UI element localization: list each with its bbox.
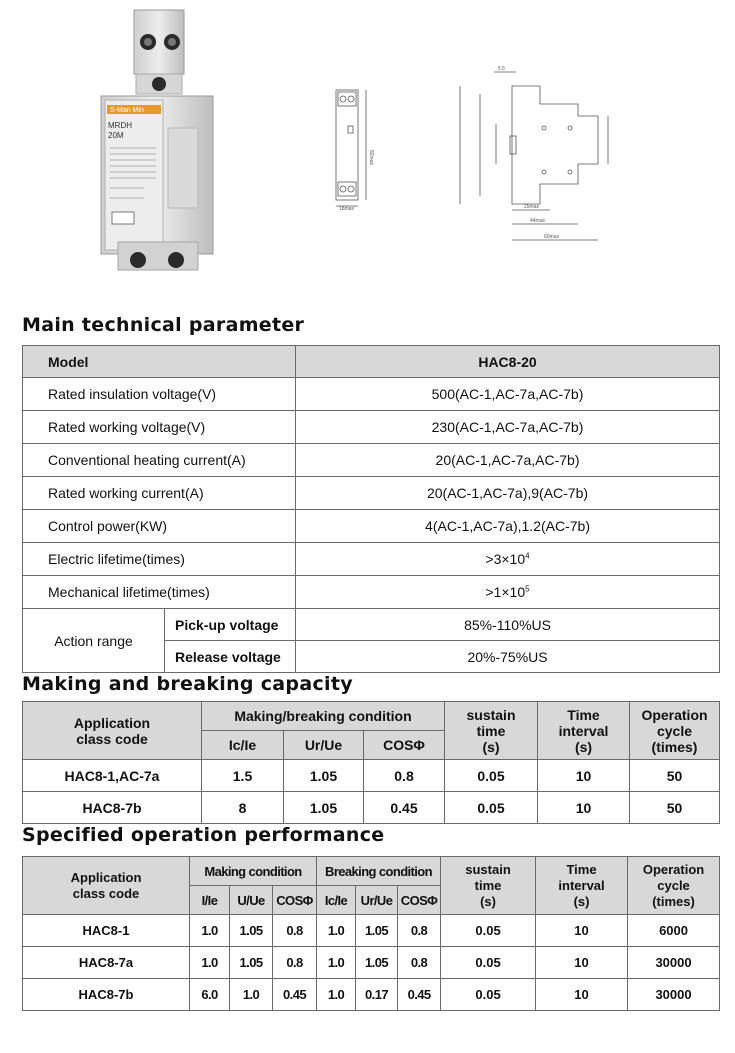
pickup-voltage-value: 85%-110%US — [296, 609, 720, 641]
row-label: Conventional heating current(A) — [23, 444, 296, 477]
cell: 50 — [630, 760, 720, 792]
table-header-row — [23, 346, 720, 378]
cell: 6000 — [628, 915, 720, 947]
table-row — [23, 543, 720, 576]
table-row — [23, 510, 720, 543]
cell: 1.05 — [230, 947, 273, 979]
row-value: 500(AC-1,AC-7a,AC-7b) — [296, 378, 720, 411]
cell: 1.05 — [284, 760, 364, 792]
header-time-interval: Time interval (s) — [536, 857, 628, 915]
header-operation-cycle: Operation cycle (times) — [628, 857, 720, 915]
cell: 0.45 — [364, 792, 445, 824]
table-row — [23, 378, 720, 411]
header-ic-ie: Ic/Ie — [202, 731, 284, 760]
pickup-voltage-label: Pick-up voltage — [165, 609, 296, 641]
table-row — [23, 411, 720, 444]
cell: 0.8 — [273, 915, 317, 947]
header-model-label: Model — [23, 346, 296, 378]
contactor-product-photo — [96, 8, 216, 274]
table-row — [23, 947, 720, 979]
cell: HAC8-7a — [23, 947, 190, 979]
row-label: Rated working voltage(V) — [23, 411, 296, 444]
brand-label: S-Man Min — [110, 107, 144, 114]
cell: 0.17 — [356, 979, 398, 1011]
row-value: 230(AC-1,AC-7a,AC-7b) — [296, 411, 720, 444]
electric-lifetime-value: $>3\times 10^4$ — [296, 543, 720, 576]
making-breaking-table — [22, 701, 720, 824]
svg-text:60max: 60max — [544, 234, 560, 240]
cell: 0.05 — [441, 947, 536, 979]
cell: 0.8 — [398, 947, 441, 979]
header-model-value: HAC8-20 — [296, 346, 720, 378]
row-value: 20(AC-1,AC-7a),9(AC-7b) — [296, 477, 720, 510]
cell: 10 — [536, 915, 628, 947]
cell: 0.45 — [273, 979, 317, 1011]
header-cos: COSΦ — [273, 886, 317, 915]
table-row — [23, 477, 720, 510]
section-title-making: Making and breaking capacity — [22, 673, 353, 695]
header-sustain-time: sustain time (s) — [441, 857, 536, 915]
cell: 1.0 — [317, 947, 356, 979]
cell: 6.0 — [190, 979, 230, 1011]
mechanical-lifetime-value: $>1\times 10^5$ — [296, 576, 720, 609]
header-time-interval: Time interval (s) — [538, 702, 630, 760]
cell: 1.05 — [230, 915, 273, 947]
row-label: Control power(KW) — [23, 510, 296, 543]
table-row — [23, 792, 720, 824]
svg-text:82max: 82max — [368, 150, 374, 166]
cell: 1.0 — [317, 979, 356, 1011]
cell: HAC8-1,AC-7a — [23, 760, 202, 792]
cell: 0.05 — [441, 979, 536, 1011]
header-application: Application class code — [23, 702, 202, 760]
table-row — [23, 915, 720, 947]
cell: 1.0 — [230, 979, 273, 1011]
header-cos-2: COSΦ — [398, 886, 441, 915]
front-view-drawing — [330, 86, 380, 212]
cell: 0.05 — [445, 760, 538, 792]
svg-text:5.5: 5.5 — [498, 66, 505, 72]
svg-text:18max: 18max — [339, 206, 355, 212]
cell: 0.8 — [364, 760, 445, 792]
cell: 10 — [536, 979, 628, 1011]
operation-performance-table — [22, 856, 720, 1011]
cell: 30000 — [628, 947, 720, 979]
cell: 1.0 — [317, 915, 356, 947]
section-title-performance: Specified operation performance — [22, 824, 385, 846]
svg-text:44max: 44max — [530, 218, 546, 224]
cell: 1.05 — [284, 792, 364, 824]
row-value: 20(AC-1,AC-7a,AC-7b) — [296, 444, 720, 477]
header-breaking-condition: Breaking condition — [317, 857, 441, 886]
model-label-2: 20M — [108, 131, 124, 140]
header-making-condition: Making condition — [190, 857, 317, 886]
cell: 10 — [536, 947, 628, 979]
header-condition: Making/breaking condition — [202, 702, 445, 731]
side-view-drawing — [450, 64, 620, 250]
row-label: Rated insulation voltage(V) — [23, 378, 296, 411]
header-cos: COSΦ — [364, 731, 445, 760]
release-voltage-label: Release voltage — [165, 641, 296, 673]
cell: 1.05 — [356, 915, 398, 947]
header-u-ue: U/Ue — [230, 886, 273, 915]
cell: 10 — [538, 760, 630, 792]
cell: 1.05 — [356, 947, 398, 979]
table-row — [23, 609, 720, 641]
table-row — [23, 576, 720, 609]
header-ur-ue: Ur/Ue — [356, 886, 398, 915]
cell: 0.05 — [445, 792, 538, 824]
cell: HAC8-7b — [23, 979, 190, 1011]
cell: 0.05 — [441, 915, 536, 947]
mechanical-lifetime-label: Mechanical lifetime(times) — [23, 576, 296, 609]
cell: HAC8-7b — [23, 792, 202, 824]
header-sustain-time: sustain time (s) — [445, 702, 538, 760]
header-ic-ie: Ic/Ie — [317, 886, 356, 915]
table-row — [23, 979, 720, 1011]
cell: 10 — [538, 792, 630, 824]
section-title-main: Main technical parameter — [22, 314, 305, 336]
cell: 0.8 — [273, 947, 317, 979]
cell: 8 — [202, 792, 284, 824]
cell: 30000 — [628, 979, 720, 1011]
header-i-ie: I/Ie — [190, 886, 230, 915]
cell: 1.0 — [190, 947, 230, 979]
table-row — [23, 760, 720, 792]
cell: 50 — [630, 792, 720, 824]
electric-lifetime-label: Electric lifetime(times) — [23, 543, 296, 576]
svg-text:25max: 25max — [524, 204, 540, 210]
cell: HAC8-1 — [23, 915, 190, 947]
cell: 0.45 — [398, 979, 441, 1011]
main-parameter-table — [22, 345, 720, 673]
row-label: Rated working current(A) — [23, 477, 296, 510]
table-row — [23, 444, 720, 477]
cell: 1.0 — [190, 915, 230, 947]
row-value: 4(AC-1,AC-7a),1.2(AC-7b) — [296, 510, 720, 543]
header-operation-cycle: Operation cycle (times) — [630, 702, 720, 760]
header-ur-ue: Ur/Ue — [284, 731, 364, 760]
header-application: Application class code — [23, 857, 190, 915]
release-voltage-value: 20%-75%US — [296, 641, 720, 673]
model-label-1: MRDH — [108, 121, 132, 130]
cell: 1.5 — [202, 760, 284, 792]
action-range-label: Action range — [23, 609, 165, 673]
cell: 0.8 — [398, 915, 441, 947]
